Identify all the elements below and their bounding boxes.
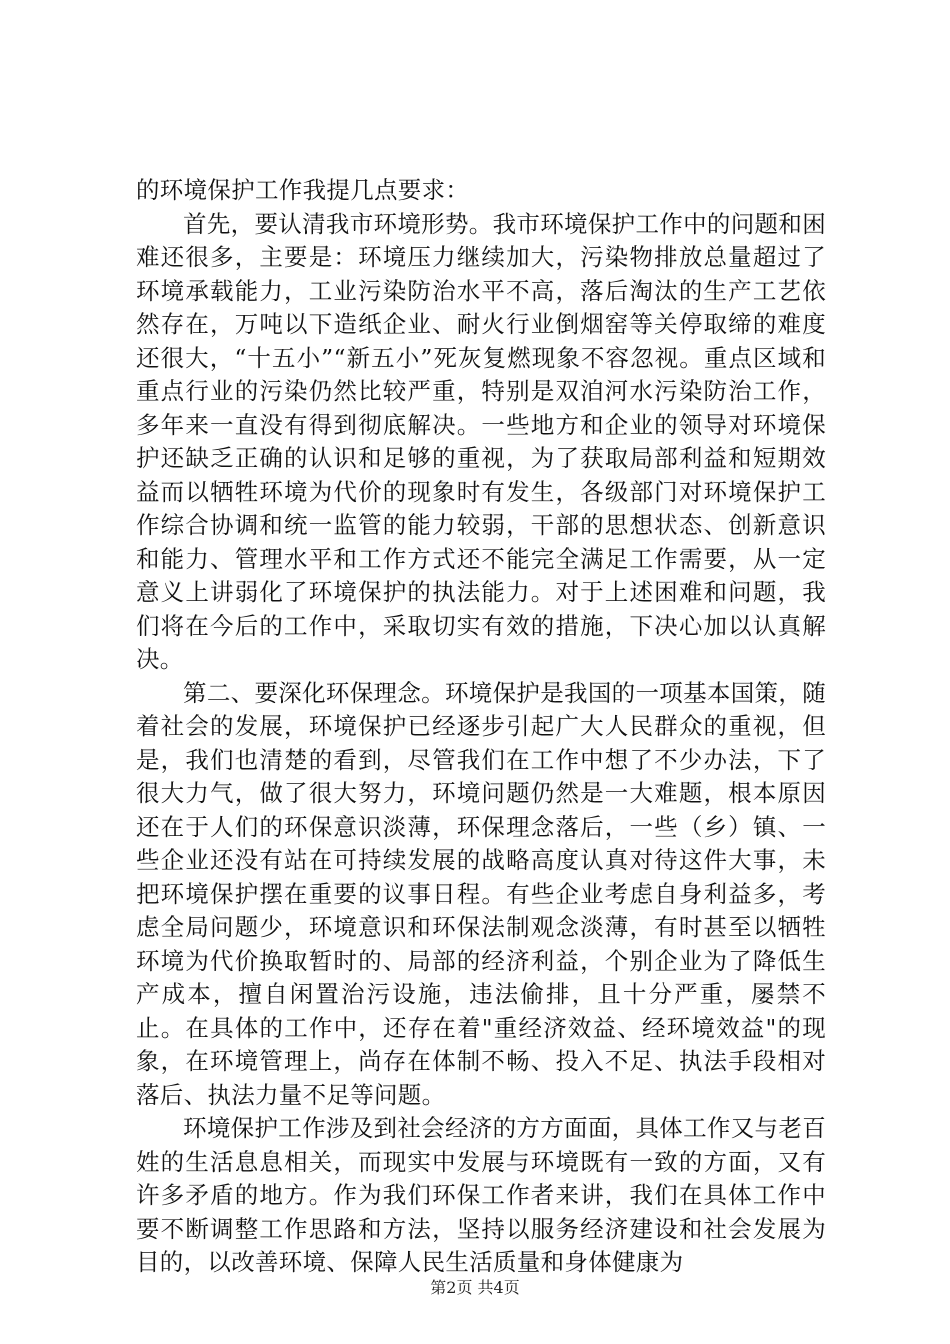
page-footer: 第2页 共4页 [430,1278,520,1297]
paragraph-environment-situation: 首先，要认清我市环境形势。我市环境保护工作中的问题和困难还很多，主要是：环境压力继续加大，污染物排放总量超过了环境承载能力，工业污染防治水平不高，落后淘汰的生产工艺依然存在，万吨以下造纸企业、耐火行业倒烟窑等关停取缔的难度还很大，“十五小”“新五小”死灰复燃现象不容忽视。重点区域和重点行业的污染仍然比较严重，特别是双洎河水污染防治工作，多年来一直没有得到彻底解决。一些地方和企业的领导对环境保护还缺乏正确的认识和足够的重视，为了获取局部利益和短期效益而以牺牲环境为代价的现象时有发生，各级部门对环境保护工作综合协调和统一监管的能力较弱，干部的思想状态、创新意识和能力、管理水平和工作方式还不能完全满足工作需要，从一定意义上讲弱化了环境保护的执法能力。对于上述困难和问题，我们将在今后的工作中，采取切实有效的措施，下决心加以认真解决。 [136,209,826,673]
paragraph-continuation: 的环境保护工作我提几点要求： [136,176,470,204]
document-body [136,174,826,1280]
paragraph-environmental-concept: 第二、要深化环保理念。环境保护是我国的一项基本国策，随着社会的发展，环境保护已经逐步引起广大人民群众的重视，但是，我们也清楚的看到，尽管我们在工作中想了不少办法，下了很大力气，做了很大努力，环境问题仍然是一大难题，根本原因还在于人们的环保意识淡薄，环保理念落后，一些（乡）镇、一些企业还没有站在可持续发展的战略高度认真对待这件大事，未把环境保护摆在重要的议事日程。有些企业考虑自身利益多，考虑全局问题少，环境意识和环保法制观念淡薄，有时甚至以牺牲环境为代价换取暂时的、局部的经济利益，个别企业为了降低生产成本，擅自闲置治污设施，违法偷排，且十分严重，屡禁不止。在具体的工作中，还存在着"重经济效益、经环境效益"的现象，在环境管理上，尚存在体制不畅、投入不足、执法手段相对落后、执法力量不足等问题。 [136,678,826,1109]
paragraph-work-approach: 环境保护工作涉及到社会经济的方方面面，具体工作又与老百姓的生活息息相关，而现实中发展与环境既有一致的方面，又有许多矛盾的地方。作为我们环保工作者来讲，我们在具体工作中要不断调整工作思路和方法，坚持以服务经济建设和社会发展为目的，以改善环境、保障人民生活质量和身体健康为 [136,1114,826,1276]
